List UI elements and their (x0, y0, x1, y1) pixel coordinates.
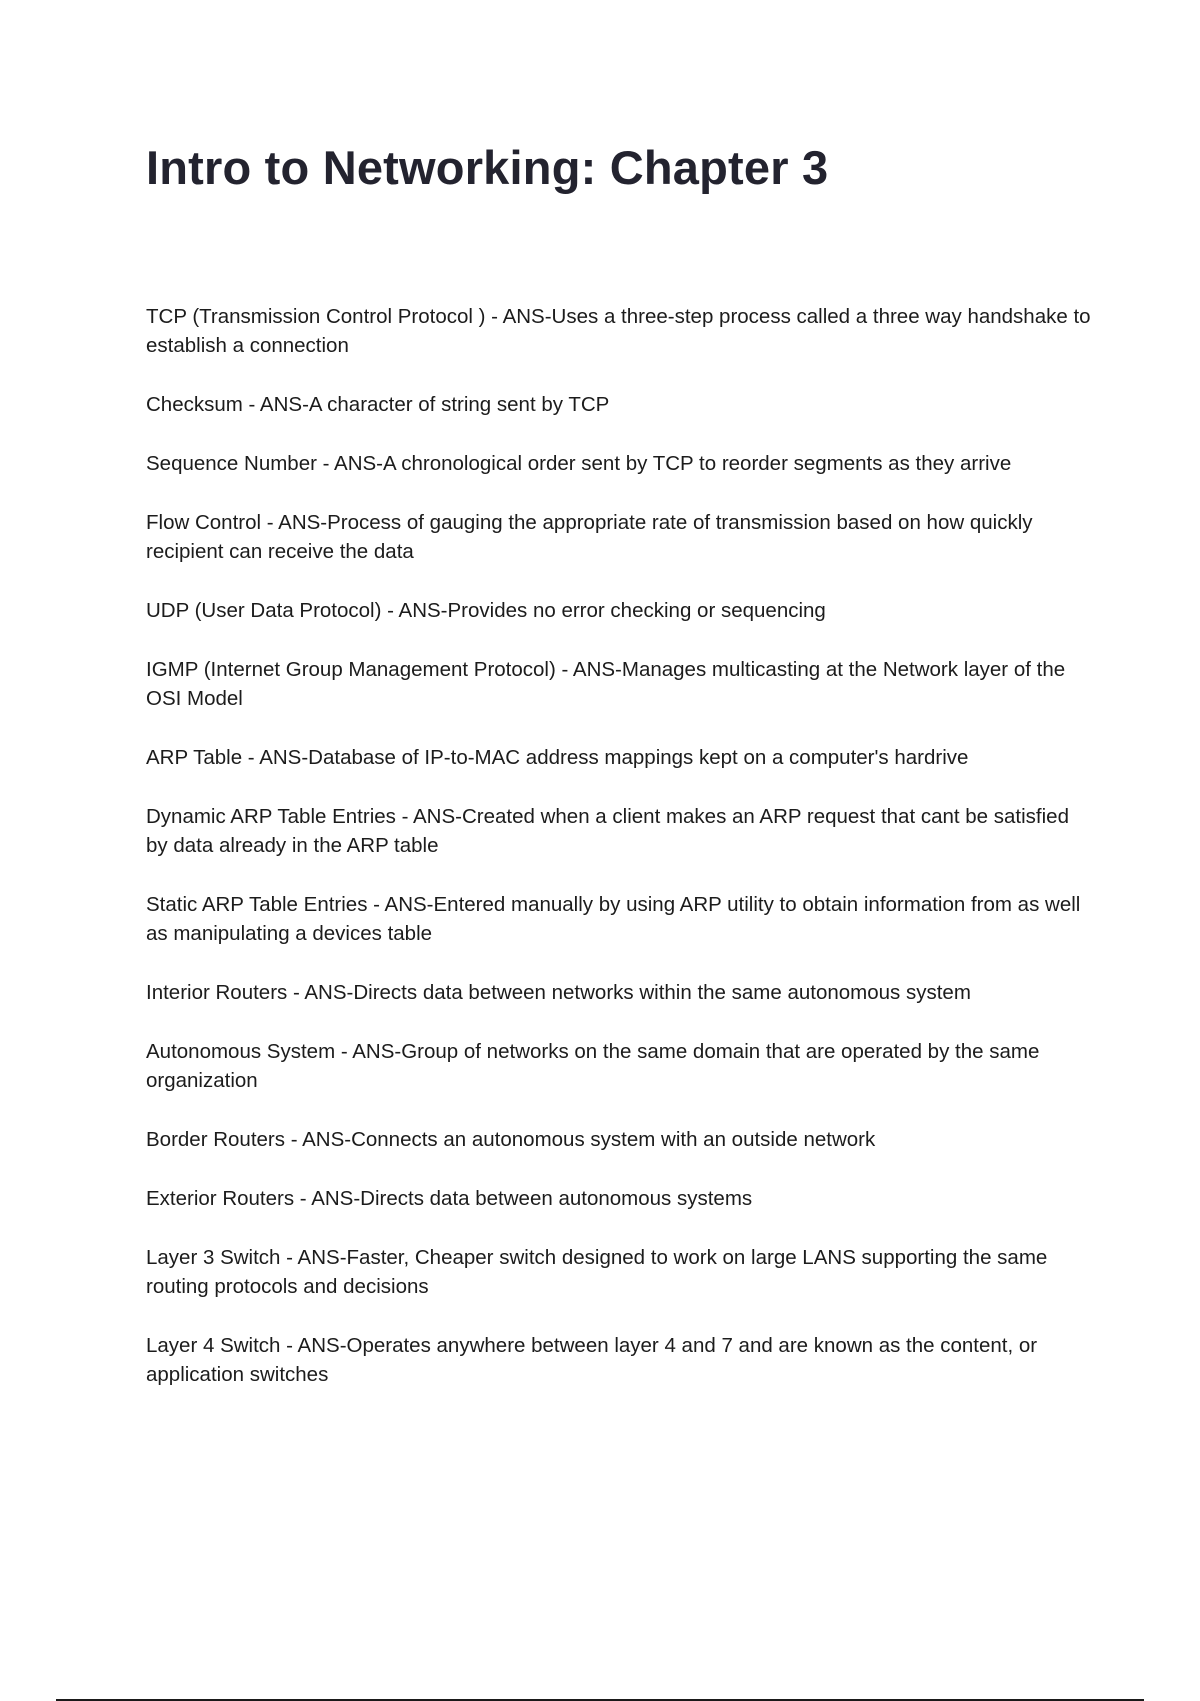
definition-entry: Flow Control - ANS-Process of gauging the appropriate rate of transmission based on how quickly recipient can receive the data (146, 511, 1033, 563)
definition-entry: Layer 3 Switch - ANS-Faster, Cheaper switch designed to work on large LANS supporting the same routing protocols and decisions (146, 1246, 1048, 1298)
page-title: Intro to Networking: Chapter 3 (146, 141, 829, 194)
definition-entry: Sequence Number - ANS-A chronological order sent by TCP to reorder segments as they arrive (146, 452, 1012, 475)
definition-entry: TCP (Transmission Control Protocol ) - ANS-Uses a three-step process called a three way handshake to establish a connection (146, 305, 1091, 357)
definition-entry: Interior Routers - ANS-Directs data between networks within the same autonomous system (146, 981, 971, 1004)
definition-entry: Border Routers - ANS-Connects an autonomous system with an outside network (146, 1128, 876, 1151)
definition-entry: ARP Table - ANS-Database of IP-to-MAC address mappings kept on a computer's hardrive (146, 746, 969, 769)
definition-entry: UDP (User Data Protocol) - ANS-Provides no error checking or sequencing (146, 599, 826, 622)
definition-entry: IGMP (Internet Group Management Protocol) - ANS-Manages multicasting at the Network layer of the OSI Model (146, 658, 1066, 710)
definition-entry: Static ARP Table Entries - ANS-Entered manually by using ARP utility to obtain information from as well as manipulating a devices table (146, 893, 1081, 945)
definition-entry: Layer 4 Switch - ANS-Operates anywhere between layer 4 and 7 and are known as the content, or application switches (146, 1334, 1038, 1386)
definition-entry: Exterior Routers - ANS-Directs data between autonomous systems (146, 1187, 753, 1210)
definition-entry: Dynamic ARP Table Entries - ANS-Created when a client makes an ARP request that cant be satisfied by data already in the ARP table (146, 805, 1069, 857)
definition-entry: Checksum - ANS-A character of string sent by TCP (146, 393, 610, 416)
definition-list (146, 302, 1096, 1389)
definition-entry: Autonomous System - ANS-Group of networks on the same domain that are operated by the same organization (146, 1040, 1040, 1092)
